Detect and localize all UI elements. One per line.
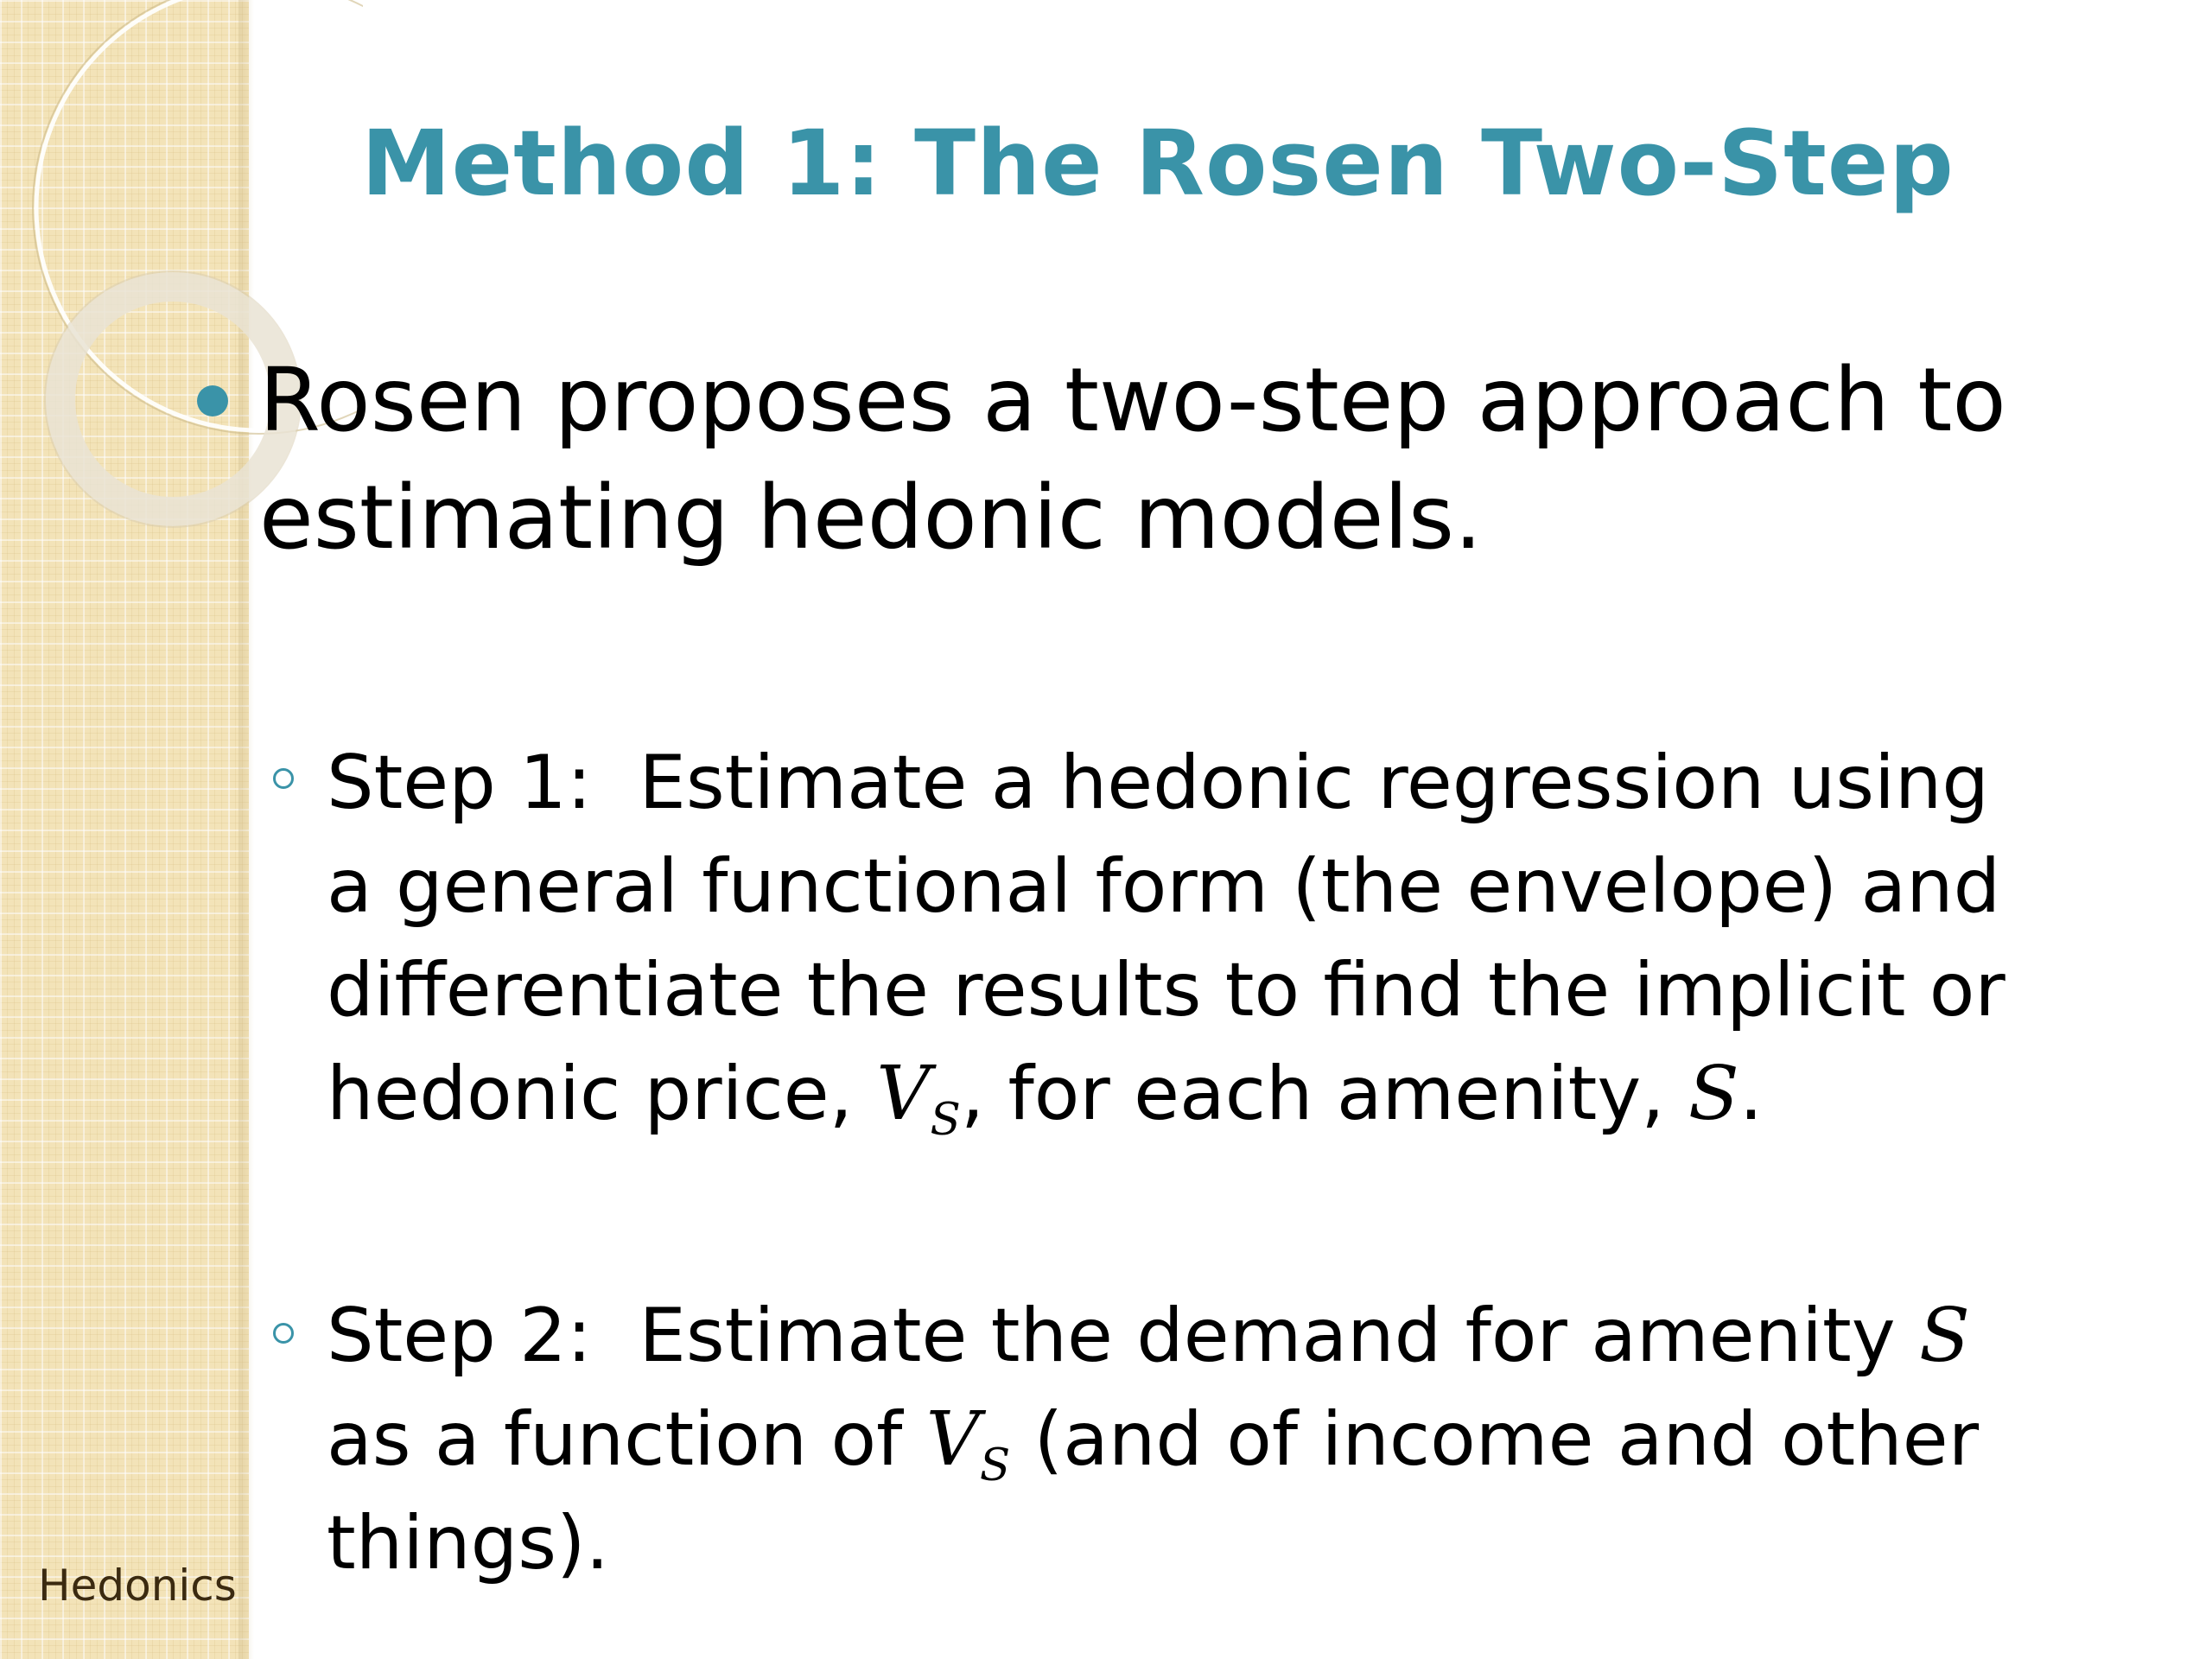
sub-bullet-ring-icon	[273, 1323, 294, 1344]
step1-var-vs	[876, 1051, 961, 1147]
step2-label: Step 2:	[327, 1293, 592, 1379]
step2-text-before: Estimate the demand for amenity	[639, 1293, 1896, 1379]
step2-var-amenity: S	[1918, 1293, 1970, 1379]
main-bullet-text: Rosen proposes a two-step approach to estimating hedonic models.	[259, 349, 2006, 569]
step2-var-vs	[925, 1396, 1011, 1492]
slide-title: Method 1: The Rosen Two-Step	[361, 111, 1955, 216]
bullet-dot-icon	[197, 385, 228, 416]
step1-text-end: .	[1738, 1051, 1764, 1137]
footer-label: Hedonics	[38, 1560, 237, 1611]
sub-bullet-ring-icon	[273, 768, 294, 789]
step1-label: Step 1:	[327, 740, 592, 826]
step2-text	[327, 1284, 2055, 1595]
small-ring-shape	[60, 287, 285, 512]
step1-var-amenity: S	[1688, 1051, 1739, 1137]
step1-var-sub: S	[930, 1094, 961, 1147]
step1-text	[327, 731, 2055, 1146]
step2-text-middle: as a function of	[327, 1396, 903, 1483]
step2-var-sub: S	[979, 1440, 1011, 1492]
step2-text-end: (and of income and other things).	[327, 1396, 1980, 1586]
step1-text-middle: , for each amenity,	[960, 1051, 1665, 1137]
step1-var-main: V	[876, 1051, 931, 1137]
step2-var-main: V	[925, 1396, 980, 1483]
step1-text-before: Estimate a hedonic regression using a general functional form (the envelope) and differentiate the results to find the implicit or hedonic price,	[327, 740, 2005, 1137]
